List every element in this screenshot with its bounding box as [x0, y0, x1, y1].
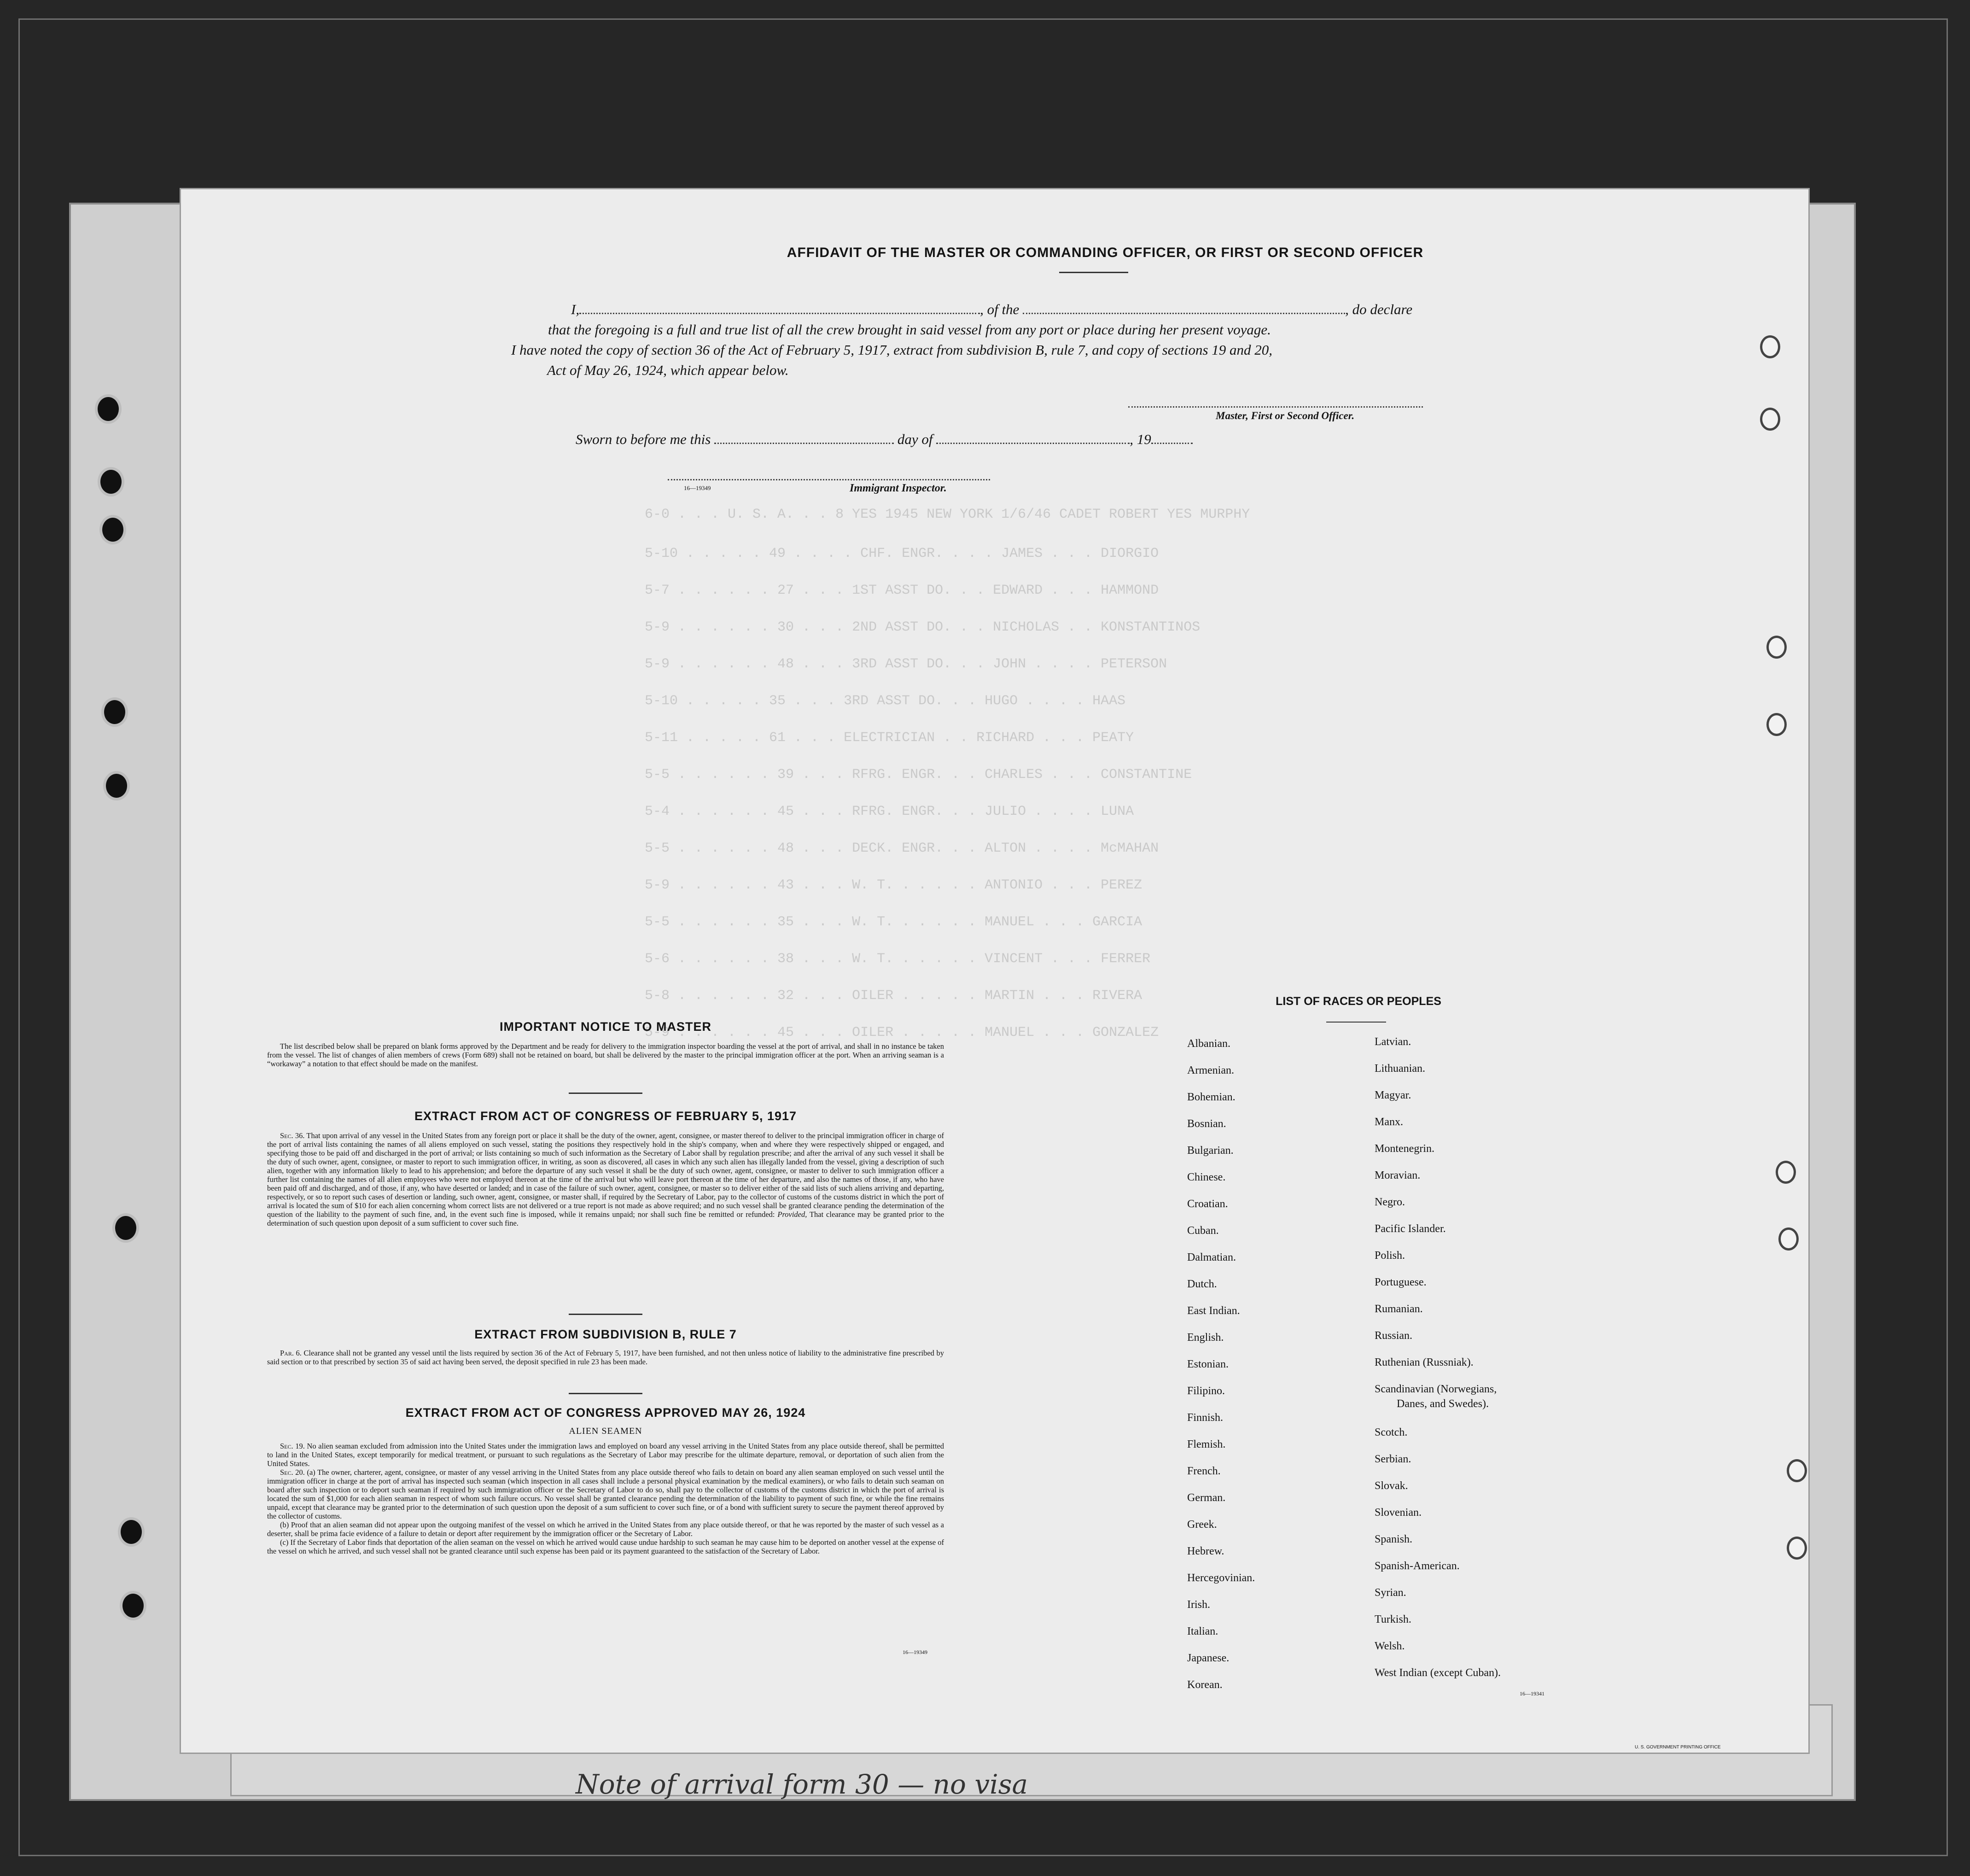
race-item: Montenegrin. — [1375, 1143, 1434, 1155]
master-name-blank[interactable] — [579, 306, 980, 314]
race-item: Russian. — [1375, 1330, 1413, 1342]
proviso-text: That clearance may be granted prior to the determination of such question upon deposit of a sum sufficient to cover such fine. — [267, 1210, 944, 1227]
inspector-caption: Immigrant Inspector. — [850, 482, 947, 494]
extract-1924-text — [267, 1442, 944, 1555]
race-item: Chinese. — [1187, 1171, 1226, 1183]
proviso-label: Provided, — [777, 1210, 807, 1219]
race-item: Estonian. — [1187, 1358, 1229, 1370]
bleed-through-text: 5-9 . . . . . . 48 . . . 3RD ASST DO. . . JOHN . . . . PETERSON — [645, 656, 1167, 672]
affidavit-i: I, — [571, 301, 580, 317]
race-item: Albanian. — [1187, 1038, 1230, 1050]
punch-ring — [1787, 1537, 1807, 1560]
race-item: Negro. — [1375, 1196, 1405, 1208]
race-item: Bosnian. — [1187, 1118, 1226, 1130]
race-item: Ruthenian (Russniak). — [1375, 1356, 1474, 1368]
binder-hole — [122, 1594, 144, 1618]
extract-rule7-title: EXTRACT FROM SUBDIVISION B, RULE 7 — [474, 1327, 737, 1341]
bleed-through-text: 5-9 . . . . . . 43 . . . W. T. . . . . . ANTONIO . . . PEREZ — [645, 877, 1142, 893]
punch-ring — [1760, 335, 1780, 358]
binder-hole — [115, 1216, 136, 1240]
race-item: Pacific Islander. — [1375, 1223, 1446, 1235]
sec-36-label: Sec. 36. — [280, 1131, 305, 1140]
sworn-prefix: Sworn to before me this — [576, 431, 711, 447]
bleed-through-text: 5-6 . . . . . . 38 . . . W. T. . . . . . VINCENT . . . FERRER — [645, 951, 1151, 967]
extract-1917-title: EXTRACT FROM ACT OF CONGRESS OF FEBRUARY 5, 1917 — [414, 1109, 797, 1123]
race-item: Spanish-American. — [1375, 1560, 1460, 1572]
race-item: Hercegovinian. — [1187, 1572, 1255, 1584]
affidavit-line-2: that the foregoing is a full and true list of all the crew brought in said vessel from any port or place during her present voyage. — [548, 321, 1271, 338]
binder-hole — [102, 518, 123, 542]
race-item: Moravian. — [1375, 1169, 1421, 1181]
binder-hole — [100, 470, 122, 494]
race-item: Hebrew. — [1187, 1545, 1224, 1557]
extract-1917-text — [267, 1131, 944, 1227]
section-rule — [569, 1093, 642, 1094]
title-rule — [1059, 272, 1128, 273]
master-caption: Master, First or Second Officer. — [1216, 410, 1355, 421]
affidavit-line-3: I have noted the copy of section 36 of the Act of February 5, 1917, extract from subdivision B, rule 7, and copy of sections 19 and 20, — [511, 342, 1273, 358]
race-item: Turkish. — [1375, 1613, 1411, 1625]
bleed-through-text: 6-0 . . . U. S. A. . . 8 YES 1945 NEW YORK 1/6/46 CADET ROBERT YES MURPHY — [645, 507, 1250, 522]
printing-office-imprint: U. S. GOVERNMENT PRINTING OFFICE — [1635, 1745, 1721, 1750]
form-number: 16—19349 — [684, 485, 711, 491]
race-item: Korean. — [1187, 1679, 1223, 1691]
race-item: Japanese. — [1187, 1652, 1230, 1664]
sec-20-label: Sec. 20. — [280, 1468, 305, 1477]
races-rule — [1326, 1022, 1386, 1023]
sworn-month-blank[interactable] — [936, 436, 1130, 444]
sworn-date-blank[interactable] — [714, 436, 894, 444]
race-item: Bohemian. — [1187, 1091, 1236, 1103]
punch-ring — [1766, 713, 1787, 736]
race-item: Cuban. — [1187, 1225, 1219, 1237]
notice-paragraph: The list described below shall be prepared on blank forms approved by the Department and be ready for delivery to the immigration inspector boarding the vessel at the port of arrival, and shall in no instance be taken from the vessel. The list of changes of alien members of crews (Form 689) shall not be retained on board, but shall be delivered by the master to the principal immigration officer at the port. When an arriving seaman is a “workaway” a notation to that effect should be made on the manifest. — [267, 1042, 944, 1068]
race-item: Italian. — [1187, 1625, 1218, 1637]
sec-19-label: Sec. 19. — [280, 1442, 305, 1450]
race-item: Bulgarian. — [1187, 1145, 1234, 1157]
punch-ring — [1776, 1161, 1796, 1184]
bleed-through-text: 5-10 . . . . . 35 . . . 3RD ASST DO. . . HUGO . . . . HAAS — [645, 693, 1126, 709]
bleed-through-text: 5-5 . . . . . . 39 . . . RFRG. ENGR. . . CHARLES . . . CONSTANTINE — [645, 767, 1192, 783]
race-item: Spanish. — [1375, 1533, 1413, 1545]
binder-hole — [104, 700, 125, 724]
sec-20c-text: (c) If the Secretary of Labor finds that deportation of the alien seaman on the vessel on which he arrived would cause undue hardship to such seaman he may cause him to be deported on another vessel at the expense of the vessel on which he arrived, and such vessel shall not be granted clearance until such expense has been paid or its payment guaranteed to the satisfaction of the Secretary of Labor. — [267, 1538, 944, 1555]
binder-hole — [106, 774, 127, 798]
bleed-through-text: 5-5 . . . . . . 48 . . . DECK. ENGR. . . ALTON . . . . McMAHAN — [645, 841, 1159, 856]
race-item: Croatian. — [1187, 1198, 1228, 1210]
race-item: Irish. — [1187, 1599, 1210, 1611]
race-item: Rumanian. — [1375, 1303, 1423, 1315]
sworn-year: , 19 — [1130, 431, 1151, 447]
sworn-year-blank[interactable] — [1151, 436, 1193, 444]
handwritten-note: Note of arrival form 30 — no visa — [576, 1769, 1028, 1800]
race-item: Dutch. — [1187, 1278, 1217, 1290]
affidavit-line-1 — [571, 301, 1412, 318]
notice-title: IMPORTANT NOTICE TO MASTER — [500, 1020, 711, 1034]
section-rule — [569, 1314, 642, 1315]
race-item: Slovak. — [1375, 1480, 1408, 1492]
extract-rule7-text — [267, 1349, 944, 1366]
notice-text — [267, 1042, 944, 1068]
bleed-through-text: 5-9 . . . . . . 45 . . . OILER . . . . . MANUEL . . . GONZALEZ — [645, 1025, 1159, 1040]
race-item: Armenian. — [1187, 1064, 1234, 1076]
bleed-through-text: 5-11 . . . . . 61 . . . ELECTRICIAN . . RICHARD . . . PEATY — [645, 730, 1134, 746]
sec-36-text: That upon arrival of any vessel in the United States from any foreign port or place it shall be the duty of the owner, agent, consignee, or master thereof to deliver to the principal immigration officer in charge of the port of arrival lists containing the names of all aliens employed on such vessel, stating the positions they respectively hold in the ship's company, when and where they were respectively shipped or engaged, and specifying those to be paid off and discharged in the port of arrival; or lists containing so much of such information as the Secretary of Labor shall by regulation prescribe; and after the arrival of any such vessel it shall be the duty of such owner, agent, consignee, or master to report to such immigration officer, in writing, as soon as discovered, all cases in which any such alien has illegally landed from the vessel, giving a description of such alien, together with any information likely to lead to his apprehension; and before the departure of any such vessel it shall be the duty of such owner, agent, consignee, or master to deliver to such immigration officer a further list containing the names of all alien employees who were not employed thereon at the time of the arrival but who will leave port thereon at the time of her departure, and also the names of those, if any, who have been paid off and discharged, and of those, if any, who have deserted or landed; and in case of the failure of such owner, agent, consignee, or master so to deliver either of the said lists of such aliens arriving and departing, respectively, or so to report such cases of desertion or landing, such owner, agent, consignee, or master shall, if required by the Secretary of Labor, pay to the collector of customs of the customs district in which the port of arrival is located the sum of $10 for each alien concerning whom correct lists are not delivered or a true report is not made as above required; and no such vessel shall be granted clearance pending the determination of the question of the liability to the payment of such fine, and, in the event such fine is imposed, while it remains unpaid; nor shall such fine be remitted or refunded: — [267, 1131, 944, 1219]
binder-hole — [121, 1520, 142, 1544]
affidavit-of-the: , of the — [980, 301, 1020, 317]
race-item: English. — [1187, 1332, 1224, 1344]
master-signature-line[interactable] — [1128, 406, 1423, 408]
race-item: Manx. — [1375, 1116, 1403, 1128]
form-number: 16—19349 — [903, 1649, 927, 1655]
race-item: Portuguese. — [1375, 1276, 1427, 1288]
form-number: 16—19341 — [1520, 1690, 1545, 1697]
race-item: Serbian. — [1375, 1453, 1411, 1465]
race-item: Polish. — [1375, 1250, 1405, 1262]
punch-ring — [1778, 1227, 1799, 1251]
punch-ring — [1787, 1459, 1807, 1482]
race-item: Slovenian. — [1375, 1507, 1422, 1519]
race-item: Filipino. — [1187, 1385, 1225, 1397]
punch-ring — [1760, 408, 1780, 431]
vessel-name-blank[interactable] — [1023, 306, 1345, 314]
binder-hole — [98, 397, 119, 421]
punch-ring — [1766, 636, 1787, 659]
sec-20b-text: (b) Proof that an alien seaman did not appear upon the outgoing manifest of the vessel on which he arrived in the United States from any place outside thereof, or that he was reported by the master of such vessel as a deserter, shall be prima facie evidence of a failure to detain or deport after requirement by the immigration officer or the Secretary of Labor. — [267, 1520, 944, 1538]
sworn-day-of: day of — [897, 431, 933, 447]
races-title: LIST OF RACES OR PEOPLES — [1276, 995, 1441, 1008]
race-item: Scotch. — [1375, 1426, 1408, 1438]
inspector-signature-line[interactable] — [668, 479, 990, 480]
sworn-line — [576, 431, 1193, 448]
affidavit-declare: , do declare — [1345, 301, 1413, 317]
race-item: Lithuanian. — [1375, 1063, 1425, 1075]
race-item: Danes, and Swedes). — [1397, 1398, 1489, 1410]
affidavit-line-4: Act of May 26, 1924, which appear below. — [547, 362, 789, 378]
race-item: Flemish. — [1187, 1438, 1226, 1450]
affidavit-title: AFFIDAVIT OF THE MASTER OR COMMANDING OFFICER, OR FIRST OR SECOND OFFICER — [787, 245, 1424, 260]
bleed-through-text: 5-7 . . . . . . 27 . . . 1ST ASST DO. . . EDWARD . . . HAMMOND — [645, 583, 1159, 598]
race-item: Scandinavian (Norwegians, — [1375, 1383, 1497, 1395]
race-item: West Indian (except Cuban). — [1375, 1667, 1501, 1679]
race-item: Welsh. — [1375, 1640, 1405, 1652]
race-item: Dalmatian. — [1187, 1251, 1236, 1263]
sec-20a-text: (a) The owner, charterer, agent, consignee, or master of any vessel arriving in the United States from any place outside thereof who fails to detain on board any alien seaman employed on such vessel until the immigration officer in charge at the port of arrival has inspected such seaman (which inspection in all cases shall include a personal physical examination by the medical examiners), or who fails to detain such seaman on board after such inspection or to deport such seaman if required by such immigration officer or the Secretary of Labor to do so, shall pay to the collector of customs of the customs district in which the port of arrival is located the sum of $1,000 for each alien seaman in respect of whom such failure occurs. No vessel shall be granted clearance pending the determination of the liability to payment of such fine, or while the fine remains unpaid, except that clearance may be granted prior to the determination of such question upon the deposit of a sum sufficient to cover such fine, or of a bond with sufficient surety to secure the payment thereof approved by the collector of customs. — [267, 1468, 944, 1520]
bleed-through-text: 5-8 . . . . . . 32 . . . OILER . . . . . MARTIN . . . RIVERA — [645, 988, 1142, 1004]
race-item: Latvian. — [1375, 1036, 1411, 1048]
race-item: Greek. — [1187, 1519, 1217, 1531]
race-item: Magyar. — [1375, 1089, 1411, 1101]
bleed-through-text: 5-5 . . . . . . 35 . . . W. T. . . . . . MANUEL . . . GARCIA — [645, 914, 1142, 930]
race-item: East Indian. — [1187, 1305, 1240, 1317]
par-6-text: Clearance shall not be granted any vessel until the lists required by section 36 of the Act of February 5, 1917, have been furnished, and not then unless notice of liability to the administrative fine prescribed by said section or to that prescribed by section 35 of said act having been served, the deposit specified in rule 23 has been made. — [267, 1349, 944, 1366]
race-item: Finnish. — [1187, 1412, 1224, 1424]
race-item: French. — [1187, 1465, 1221, 1477]
race-item: Syrian. — [1375, 1587, 1406, 1599]
bleed-through-text: 5-10 . . . . . 49 . . . . CHF. ENGR. . . . JAMES . . . DIORGIO — [645, 546, 1159, 561]
bleed-through-text: 5-9 . . . . . . 30 . . . 2ND ASST DO. . . NICHOLAS . . KONSTANTINOS — [645, 619, 1201, 635]
section-rule — [569, 1393, 642, 1394]
bleed-through-text: 5-4 . . . . . . 45 . . . RFRG. ENGR. . . JULIO . . . . LUNA — [645, 804, 1134, 819]
par-6-label: Par. 6. — [280, 1349, 302, 1357]
extract-1924-title: EXTRACT FROM ACT OF CONGRESS APPROVED MAY 26, 1924 — [405, 1406, 806, 1420]
alien-seamen-subtitle: ALIEN SEAMEN — [569, 1426, 642, 1436]
race-item: German. — [1187, 1492, 1226, 1504]
sec-19-text: No alien seaman excluded from admission into the United States under the immigration laws and employed on board any vessel arriving in the United States from any place outside thereof, shall be permitted to land in the United States, except temporarily for medical treatment, or pursuant to such regulations as the Secretary of Labor may prescribe for the ultimate departure, removal, or deportation of such alien from the United States. — [267, 1442, 944, 1468]
